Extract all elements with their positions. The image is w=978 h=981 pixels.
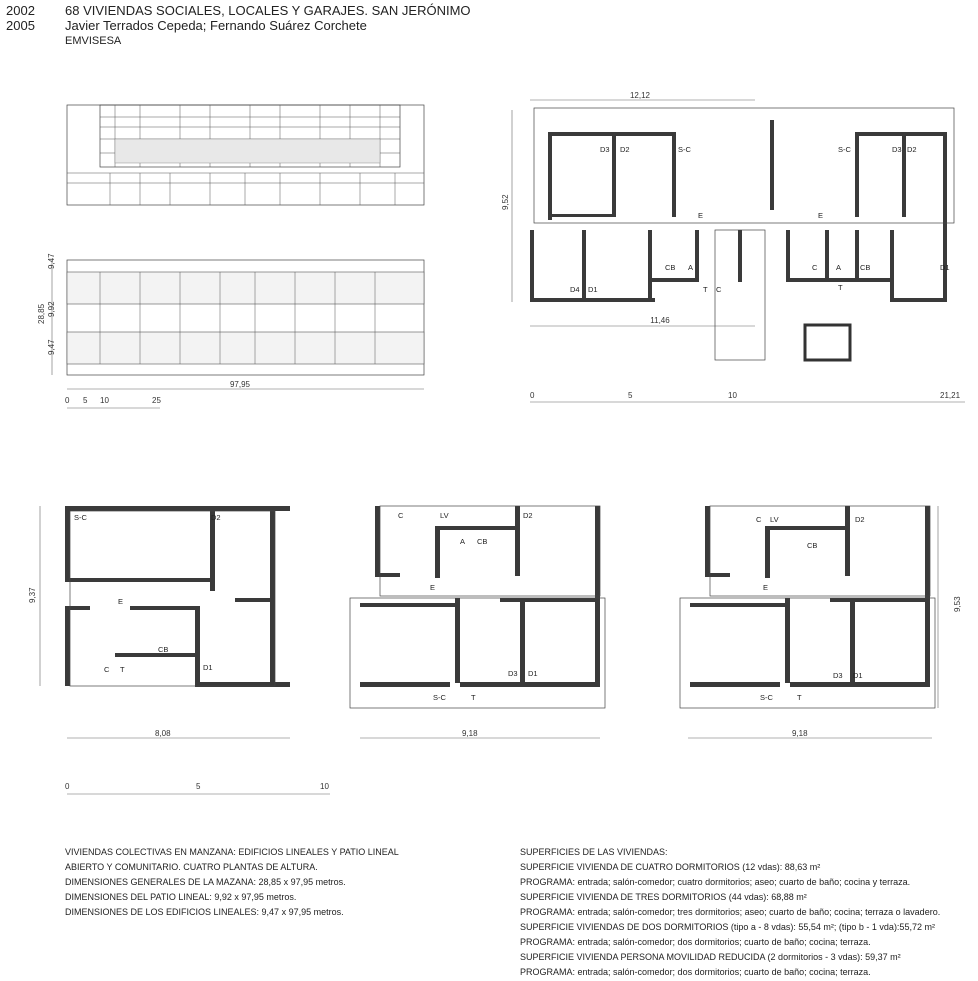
site-dim-block2: 9,47 — [47, 339, 56, 355]
four-bed-scale-5: 5 — [628, 391, 633, 400]
description-right-line: SUPERFICIE VIVIENDAS DE DOS DORMITORIOS (tipo a - 8 vdas): 55,54 m²; (tipo b - 1 vda):55,72 m² — [520, 922, 935, 932]
room-d2-2: D2 — [907, 145, 917, 154]
room-s-c: S-C — [760, 693, 773, 702]
room-s-c: S-C — [74, 513, 87, 522]
room-d3: D3 — [833, 671, 843, 680]
room-lv: LV — [440, 511, 449, 520]
room-c-2: C — [716, 285, 722, 294]
room-cb-2: CB — [860, 263, 871, 272]
description-right-line: SUPERFICIE VIVIENDA DE CUATRO DORMITORIOS (12 vdas): 88,63 m² — [520, 862, 821, 872]
room-a: A — [460, 537, 466, 546]
site-dim-depth: 28,85 — [37, 303, 46, 324]
plan-three-bedroom — [20, 498, 329, 798]
room-a: A — [688, 263, 694, 272]
four-bed-dim-bottom: 11,46 — [650, 316, 670, 325]
page-title: 68 VIVIENDAS SOCIALES, LOCALES Y GARAJES. SAN JERÓNIMO — [65, 3, 471, 18]
room-cb: CB — [477, 537, 488, 546]
room-d1: D1 — [203, 663, 213, 672]
description-right-line: SUPERFICIE VIVIENDA DE TRES DORMITORIOS (44 vdas): 68,88 m² — [520, 892, 807, 902]
room-lv: LV — [770, 515, 779, 524]
room-e: E — [118, 597, 124, 606]
room-c: C — [104, 665, 110, 674]
three-bed-dim-side: 9,37 — [28, 587, 37, 603]
room-d3-2: D3 — [892, 145, 902, 154]
site-plan-drawing — [37, 95, 440, 410]
room-t-2: T — [838, 283, 843, 292]
site-scale-10: 10 — [100, 396, 109, 405]
site-block-plan — [67, 260, 424, 375]
four-bed-scale-end: 21,21 — [940, 391, 961, 400]
room-d2: D2 — [855, 515, 865, 524]
description-left — [65, 845, 399, 920]
room-c: C — [756, 515, 762, 524]
four-bed-dim-side: 9,52 — [501, 194, 510, 210]
authors: Javier Terrados Cepeda; Fernando Suárez Corchete — [65, 18, 367, 33]
description-left-line: DIMENSIONES GENERALES DE LA MAZANA: 28,85 x 97,95 metros. — [65, 877, 346, 887]
four-bed-scale-10: 10 — [728, 391, 737, 400]
year-end: 2005 — [6, 18, 35, 33]
two-bed-b-dim-bottom: 9,18 — [792, 729, 808, 738]
site-dim-patio: 9,92 — [47, 301, 56, 317]
room-e-2: E — [818, 211, 824, 220]
room-c: C — [812, 263, 818, 272]
description-right-line: PROGRAMA: entrada; salón-comedor; cuatro dormitorios; aseo; cuarto de baño; cocina y terraza. — [520, 877, 911, 887]
bottom-scale-10: 10 — [320, 782, 329, 791]
client: EMVISESA — [65, 35, 122, 47]
three-bed-dim-bottom: 8,08 — [155, 729, 171, 738]
year-start: 2002 — [6, 3, 35, 18]
description-right-line: SUPERFICIES DE LAS VIVIENDAS: — [520, 847, 668, 857]
description-right-line: PROGRAMA: entrada; salón-comedor; tres dormitorios; aseo; cuarto de baño; cocina; terraza o lavadero. — [520, 907, 941, 917]
room-e: E — [763, 583, 769, 592]
room-a-2: A — [836, 263, 842, 272]
four-bed-scale-0: 0 — [530, 391, 535, 400]
description-right-line: SUPERFICIE VIVIENDA PERSONA MOVILIDAD REDUCIDA (2 dormitorios - 3 vdas): 59,37 m² — [520, 952, 901, 962]
site-scale-5: 5 — [83, 396, 88, 405]
room-t: T — [120, 665, 125, 674]
room-d2: D2 — [523, 511, 533, 520]
site-dim-block: 9,47 — [47, 253, 56, 269]
description-right — [520, 845, 940, 980]
room-d1: D1 — [853, 671, 863, 680]
description-right-line: PROGRAMA: entrada; salón-comedor; dos dormitorios; cuarto de baño; cocina; terraza. — [520, 937, 871, 947]
description-right-line: PROGRAMA: entrada; salón-comedor; dos dormitorios; cuarto de baño; cocina; terraza. — [520, 967, 871, 977]
description-left-line: VIVIENDAS COLECTIVAS EN MANZANA: EDIFICIOS LINEALES Y PATIO LINEAL — [65, 847, 399, 857]
description-left-line: ABIERTO Y COMUNITARIO. CUATRO PLANTAS DE ALTURA. — [65, 862, 318, 872]
room-d1: D1 — [528, 669, 538, 678]
bottom-scale-0: 0 — [65, 782, 70, 791]
room-d4: D4 — [570, 285, 580, 294]
room-e: E — [698, 211, 704, 220]
room-d2: D2 — [211, 513, 221, 522]
site-dim-width: 97,95 — [229, 380, 251, 389]
room-d2: D2 — [620, 145, 630, 154]
four-bed-dim-top: 12,12 — [629, 91, 651, 100]
room-t: T — [471, 693, 476, 702]
plan-two-bedroom-a — [340, 498, 620, 748]
room-s-c: S-C — [433, 693, 446, 702]
room-cb: CB — [158, 645, 169, 654]
room-cb: CB — [807, 541, 818, 550]
room-s-c-2: S-C — [838, 145, 851, 154]
room-t: T — [797, 693, 802, 702]
site-scale-0: 0 — [65, 396, 70, 405]
room-d1-2: D1 — [588, 285, 598, 294]
room-d1: D1 — [940, 263, 950, 272]
site-scale-25: 25 — [152, 396, 161, 405]
description-left-line: DIMENSIONES DEL PATIO LINEAL: 9,92 x 97,95 metros. — [65, 892, 297, 902]
site-elevation — [67, 105, 424, 205]
plan-two-bedroom-b — [670, 498, 970, 748]
description-left-line: DIMENSIONES DE LOS EDIFICIOS LINEALES: 9,47 x 97,95 metros. — [65, 907, 344, 917]
room-d3: D3 — [508, 669, 518, 678]
room-e: E — [430, 583, 436, 592]
room-cb: CB — [665, 263, 676, 272]
two-bed-a-dim-bottom: 9,18 — [462, 729, 478, 738]
room-t: T — [703, 285, 708, 294]
plan-four-bedroom — [500, 90, 970, 408]
room-c: C — [398, 511, 404, 520]
bottom-scale-5: 5 — [196, 782, 201, 791]
two-bed-b-dim-side: 9,53 — [953, 596, 962, 612]
room-d3: D3 — [600, 145, 610, 154]
room-s-c: S-C — [678, 145, 691, 154]
